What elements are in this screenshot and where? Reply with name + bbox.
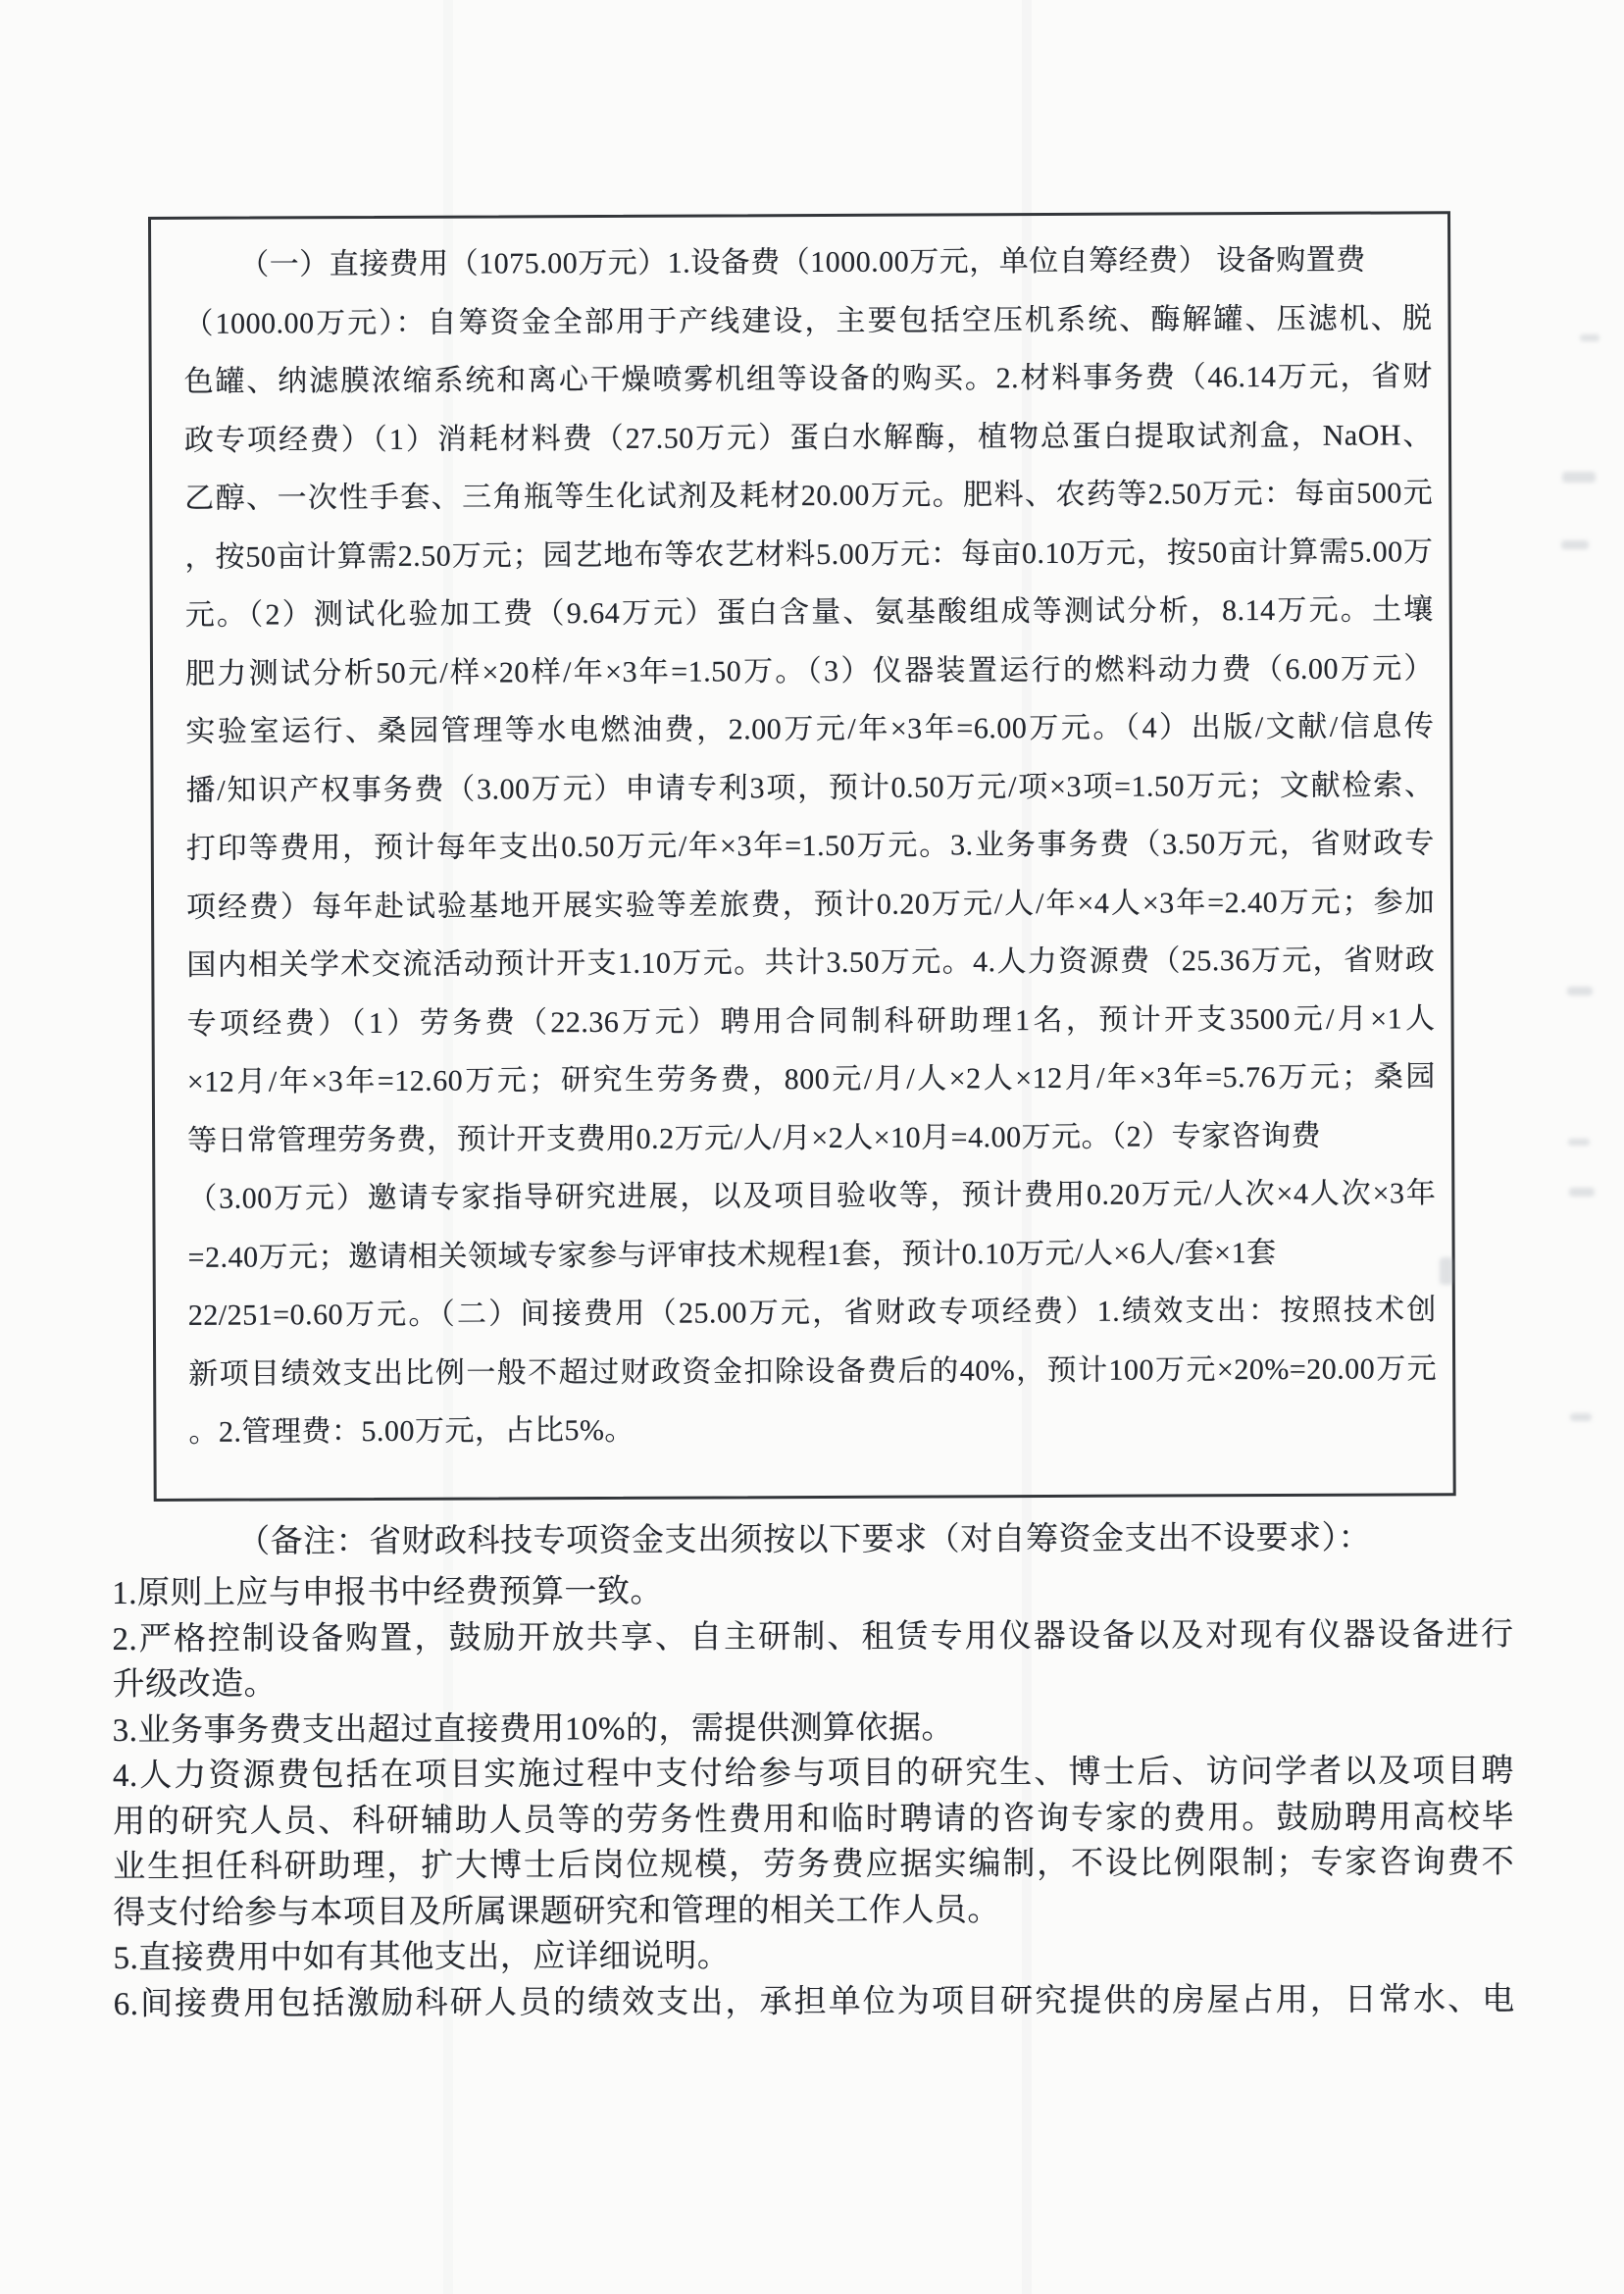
text-line: 乙醇、一次性手套、三角瓶等生化试剂及耗材20.00万元。肥料、农药等2.50万元：每亩500元 [184,477,1434,515]
text-line: 国内相关学术交流活动预计开支1.10万元。共计3.50万元。4.人力资源费（25.36万元，省财政 [186,943,1436,982]
text-line: ×12月/年×3年=12.60万元；研究生劳务费，800元/月/人×2人×12月/年×3年=5.76万元；桑园 [186,1060,1436,1098]
text-line: 。2.管理费：5.00万元，占比5%。 [188,1413,634,1449]
text-line: =2.40万元；邀请相关领域专家参与评审技术规程1套，预计0.10万元/人×6人/套×1套 [187,1236,1277,1274]
text-line: 新项目绩效支出比例一般不超过财政资金扣除设备费后的40%，预计100万元×20%=20.00万元 [188,1351,1438,1391]
text-line: 5.直接费用中如有其他支出，应详细说明。 [113,1938,731,1976]
notes-body [112,1566,1515,2027]
text-line: 实验室运行、桑园管理等水电燃油费，2.00万元/年×3年=6.00万元。（4）出版/文献/信息传 [185,710,1435,748]
budget-text [183,230,1437,1461]
text-line: 得支付给参与本项目及所属课题研究和管理的相关工作人员。 [113,1892,1000,1931]
text-line: （1000.00万元）：自筹资金全部用于产线建设，主要包括空压机系统、酶解罐、压滤机、脱 [183,301,1433,340]
bleed-through-mark [1568,1139,1590,1146]
text-line: 用的研究人员、科研辅助人员等的劳务性费用和临时聘请的咨询专家的费用。鼓励聘用高校毕 [113,1799,1515,1840]
budget-box [148,211,1456,1502]
text-line: 播/知识产权事务费（3.00万元）申请专利3项，预计0.50万元/项×3项=1.50万元；文献检索、 [185,768,1435,807]
text-line: （一）直接费用（1075.00万元）1.设备费（1000.00万元，单位自筹经费） 设备购置费 [239,243,1366,281]
text-line: 3.业务事务费支出超过直接费用10%的，需提供测算依据。 [112,1709,955,1749]
text-line: 打印等费用，预计每年支出0.50万元/年×3年=1.50万元。3.业务事务费（3.50万元，省财政专 [185,827,1435,865]
text-line: 1.原则上应与申报书中经费预算一致。 [112,1574,664,1611]
bleed-through-mark [1569,1188,1595,1197]
text-line: 专项经费）（1）劳务费（22.36万元）聘用合同制科研助理1名，预计开支3500元/月×1人 [186,1001,1436,1041]
text-line: 肥力测试分析50元/样×20样/年×3年=1.50万。（3）仪器装置运行的燃料动力费（6.00万元） [184,651,1435,690]
text-line: 等日常管理劳务费，预计开支费用0.2万元/人/月×2人×10月=4.00万元。（2）专家咨询费 [187,1119,1322,1157]
text-line: 色罐、纳滤膜浓缩系统和离心干燥喷雾机组等设备的购买。2.材料事务费（46.14万元，省财 [183,360,1433,398]
bleed-through-mark [1567,987,1593,995]
text-line: ，按50亩计算需2.50万元；园艺地布等农艺材料5.00万元：每亩0.10万元，按50亩计算需5.00万 [184,535,1434,574]
notes-header: （备注：省财政科技专项资金支出须按以下要求（对自筹资金支出不设要求）： [237,1520,1372,1560]
bleed-through-mark [1562,472,1596,483]
text-line: 22/251=0.60万元。（二）间接费用（25.00万元，省财政专项经费）1.绩效支出：按照技术创 [187,1294,1437,1332]
bleed-through-mark [1570,1413,1592,1421]
bleed-through-mark [1561,540,1589,549]
text-line: 项经费）每年赴试验基地开展实验等差旅费，预计0.20万元/人/年×4人×3年=2.40万元；参加 [185,885,1436,924]
text-line: 升级改造。 [112,1666,278,1703]
text-line: （3.00万元）邀请专家指导研究进展，以及项目验收等，预计费用0.20万元/人次×4人次×3年 [187,1177,1437,1215]
text-line: 政专项经费）（1）消耗材料费（27.50万元）蛋白水解酶，植物总蛋白提取试剂盒，NaOH、 [183,418,1434,457]
notes-section [112,1515,1515,2027]
bleed-through-mark [1580,334,1599,341]
text-line: 2.严格控制设备购置，鼓励开放共享、自主研制、租赁专用仪器设备以及对现有仪器设备进行 [112,1616,1514,1657]
text-line: 业生担任科研助理，扩大博士后岗位规模，劳务费应据实编制，不设比例限制；专家咨询费不 [113,1845,1515,1885]
text-line: 4.人力资源费包括在项目实施过程中支付给参与项目的研究生、博士后、访问学者以及项目聘 [112,1754,1514,1794]
text-line: 元。（2）测试化验加工费（9.64万元）蛋白含量、氨基酸组成等测试分析，8.14万元。土壤 [184,593,1434,632]
text-line: 6.间接费用包括激励科研人员的绩效支出，承担单位为项目研究提供的房屋占用，日常水、电 [113,1981,1515,2022]
